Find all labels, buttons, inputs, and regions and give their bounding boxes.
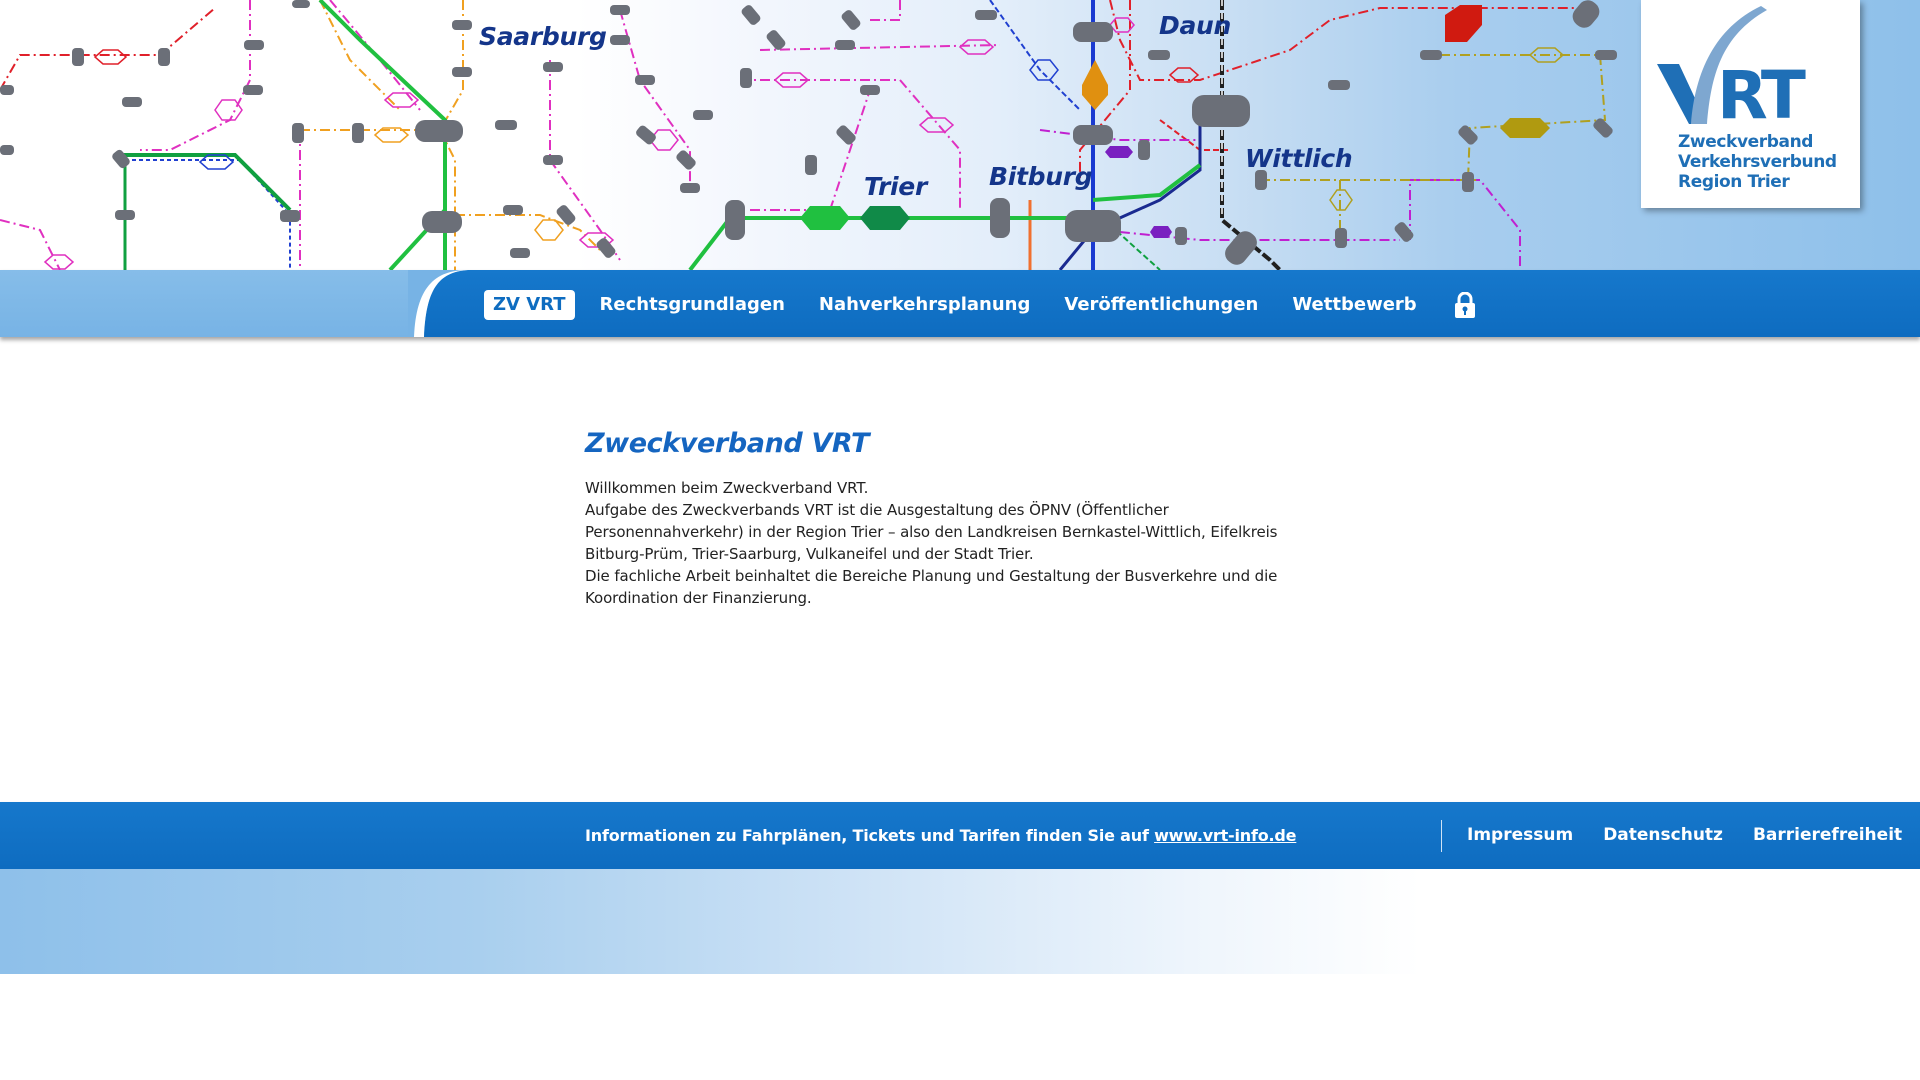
city-label-daun: Daun: [1159, 11, 1232, 40]
nav-curve-decoration: [408, 270, 468, 337]
vrt-logo-letters: RT: [1717, 57, 1802, 124]
footer-info: [585, 826, 1296, 845]
city-label-wittlich: Wittlich: [1245, 144, 1353, 173]
work-paragraph: Die fachliche Arbeit beinhaltet die Bereiche Planung und Gestaltung der Busverkehre und die Koordination der Finanzierung.: [585, 567, 1278, 607]
city-label-saarburg: Saarburg: [479, 22, 607, 51]
main-content: [585, 428, 1305, 609]
welcome-paragraph: Willkommen beim Zweckverband VRT.: [585, 479, 869, 497]
main-navigation: [0, 270, 1920, 337]
lock-icon[interactable]: [1454, 292, 1476, 318]
nav-item-rechtsgrundlagen[interactable]: Rechtsgrundlagen: [599, 294, 785, 315]
footer-link-datenschutz[interactable]: Datenschutz: [1603, 825, 1723, 845]
logo-text: [1678, 132, 1837, 192]
logo-line-3: Region Trier: [1678, 172, 1790, 192]
nav-item-wettbewerb[interactable]: Wettbewerb: [1292, 294, 1417, 315]
nav-item-veroeffentlichungen[interactable]: Veröffentlichungen: [1064, 294, 1259, 315]
vrt-logo-mark: [1649, 6, 1854, 124]
nav-item-nahverkehrsplanung[interactable]: Nahverkehrsplanung: [818, 294, 1031, 315]
page-title: Zweckverband VRT: [585, 428, 870, 459]
vrt-logo[interactable]: [1641, 0, 1860, 208]
nav-left-decoration: [0, 270, 418, 337]
bottom-gradient-band: [0, 869, 1920, 974]
vrt-info-link[interactable]: www.vrt-info.de: [1154, 826, 1297, 845]
footer-links: [1467, 825, 1920, 845]
city-label-bitburg: Bitburg: [989, 162, 1093, 191]
footer-link-barrierefreiheit[interactable]: Barrierefreiheit: [1752, 825, 1903, 845]
nav-items: [484, 290, 1476, 320]
header-map-banner: [0, 0, 1920, 270]
city-label-trier: Trier: [864, 172, 927, 201]
footer-divider: [1441, 820, 1442, 852]
logo-line-1: Zweckverband: [1678, 132, 1814, 152]
footer: [0, 802, 1920, 869]
footer-link-impressum[interactable]: Impressum: [1467, 825, 1574, 845]
task-paragraph: Aufgabe des Zweckverbands VRT ist die Ausgestaltung des ÖPNV (Öffentlicher Personennahverkehr) in der Region Trier – also den Landkreisen Bernkastel-Wittlich, Eifelkreis Bitburg-Prüm, Trier-Saarburg, Vulkaneifel und der Stadt Trier.: [585, 501, 1278, 563]
footer-info-text: Informationen zu Fahrplänen, Tickets und Tarifen finden Sie auf: [585, 826, 1155, 845]
transit-network-map: [0, 0, 1920, 270]
logo-line-2: Verkehrsverbund: [1678, 152, 1837, 172]
nav-item-zv-vrt[interactable]: ZV VRT: [484, 290, 575, 320]
